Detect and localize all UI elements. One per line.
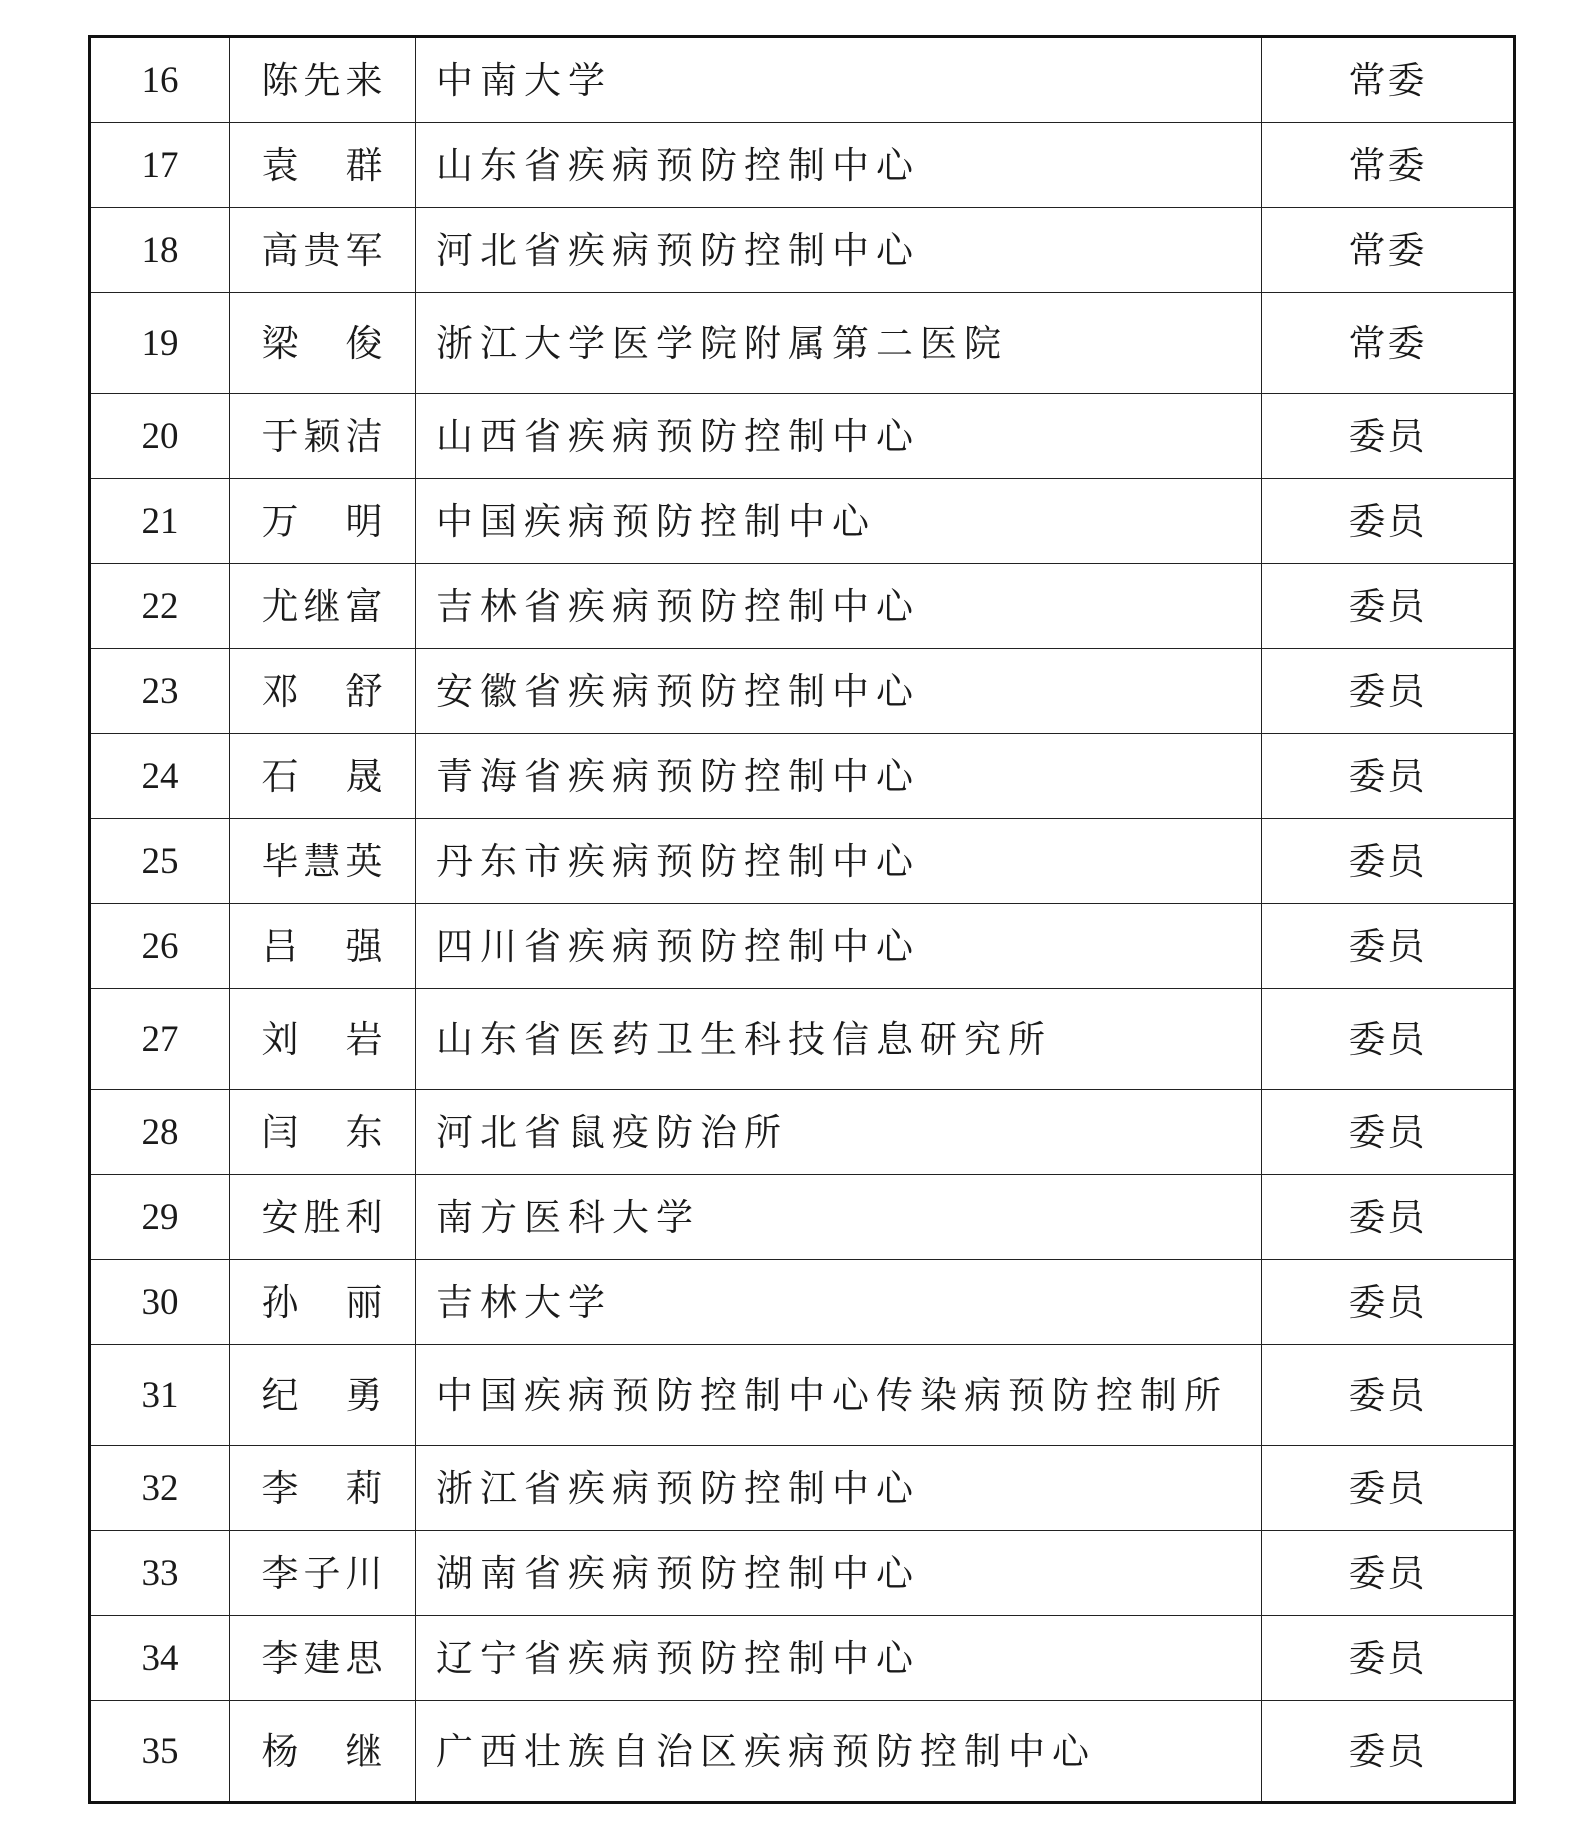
member-name <box>230 208 416 293</box>
member-name-text: 陈先来 <box>261 58 384 102</box>
table-row <box>90 1345 1515 1446</box>
member-name <box>230 1531 416 1616</box>
member-organization: 安徽省疾病预防控制中心 <box>416 649 1262 734</box>
member-name-text: 尤继富 <box>261 584 384 628</box>
table-row <box>90 649 1515 734</box>
member-organization: 浙江省疾病预防控制中心 <box>416 1446 1262 1531</box>
member-name-text: 安胜利 <box>261 1195 384 1239</box>
member-name <box>230 293 416 394</box>
member-name-text: 于颖洁 <box>261 414 384 458</box>
member-name <box>230 564 416 649</box>
table-row <box>90 904 1515 989</box>
row-number: 22 <box>90 564 230 649</box>
table-row <box>90 1446 1515 1531</box>
member-table <box>88 35 1516 1804</box>
member-name-text: 杨 继 <box>261 1729 384 1773</box>
row-number: 34 <box>90 1616 230 1701</box>
row-number: 24 <box>90 734 230 819</box>
member-name-text: 石 晟 <box>261 754 384 798</box>
table-row <box>90 1701 1515 1803</box>
member-name <box>230 819 416 904</box>
member-organization: 河北省鼠疫防治所 <box>416 1090 1262 1175</box>
table-row <box>90 394 1515 479</box>
member-organization: 山东省医药卫生科技信息研究所 <box>416 989 1262 1090</box>
member-name-text: 毕慧英 <box>261 839 384 883</box>
member-organization: 中国疾病预防控制中心传染病预防控制所 <box>416 1345 1262 1446</box>
member-name <box>230 1701 416 1803</box>
table-row <box>90 1260 1515 1345</box>
table-row <box>90 37 1515 123</box>
member-role: 常委 <box>1262 37 1515 123</box>
member-name-text: 吕 强 <box>261 924 384 968</box>
row-number: 32 <box>90 1446 230 1531</box>
member-role: 委员 <box>1262 734 1515 819</box>
member-name-text: 闫 东 <box>261 1110 384 1154</box>
member-organization: 南方医科大学 <box>416 1175 1262 1260</box>
table-row <box>90 1175 1515 1260</box>
member-name <box>230 734 416 819</box>
member-name-text: 袁 群 <box>261 143 384 187</box>
member-name <box>230 904 416 989</box>
row-number: 29 <box>90 1175 230 1260</box>
member-role: 常委 <box>1262 293 1515 394</box>
member-organization: 河北省疾病预防控制中心 <box>416 208 1262 293</box>
member-role: 委员 <box>1262 1531 1515 1616</box>
member-name <box>230 1090 416 1175</box>
member-name <box>230 989 416 1090</box>
table-row <box>90 208 1515 293</box>
member-name <box>230 479 416 564</box>
member-name <box>230 123 416 208</box>
row-number: 16 <box>90 37 230 123</box>
member-role: 委员 <box>1262 819 1515 904</box>
row-number: 28 <box>90 1090 230 1175</box>
row-number: 21 <box>90 479 230 564</box>
member-organization: 湖南省疾病预防控制中心 <box>416 1531 1262 1616</box>
table-row <box>90 123 1515 208</box>
member-name-text: 纪 勇 <box>261 1373 384 1417</box>
table-row <box>90 479 1515 564</box>
member-organization: 中国疾病预防控制中心 <box>416 479 1262 564</box>
row-number: 20 <box>90 394 230 479</box>
member-organization: 辽宁省疾病预防控制中心 <box>416 1616 1262 1701</box>
table-row <box>90 564 1515 649</box>
member-name-text: 邓 舒 <box>261 669 384 713</box>
table-row <box>90 819 1515 904</box>
member-name-text: 孙 丽 <box>261 1280 384 1324</box>
member-organization: 中南大学 <box>416 37 1262 123</box>
member-name <box>230 1345 416 1446</box>
member-name-text: 李子川 <box>261 1551 384 1595</box>
row-number: 31 <box>90 1345 230 1446</box>
member-organization: 青海省疾病预防控制中心 <box>416 734 1262 819</box>
member-name <box>230 649 416 734</box>
table-row <box>90 1531 1515 1616</box>
member-organization: 吉林省疾病预防控制中心 <box>416 564 1262 649</box>
member-organization: 丹东市疾病预防控制中心 <box>416 819 1262 904</box>
row-number: 17 <box>90 123 230 208</box>
table-row <box>90 989 1515 1090</box>
member-name <box>230 1260 416 1345</box>
member-role: 委员 <box>1262 1260 1515 1345</box>
member-name-text: 李 莉 <box>261 1466 384 1510</box>
member-name <box>230 394 416 479</box>
row-number: 27 <box>90 989 230 1090</box>
member-organization: 山东省疾病预防控制中心 <box>416 123 1262 208</box>
member-organization: 广西壮族自治区疾病预防控制中心 <box>416 1701 1262 1803</box>
member-role: 委员 <box>1262 1175 1515 1260</box>
member-name-text: 刘 岩 <box>261 1017 384 1061</box>
member-role: 委员 <box>1262 1616 1515 1701</box>
row-number: 26 <box>90 904 230 989</box>
member-name <box>230 1616 416 1701</box>
roster-page <box>88 35 1513 1804</box>
table-row <box>90 1090 1515 1175</box>
member-role: 委员 <box>1262 1345 1515 1446</box>
row-number: 35 <box>90 1701 230 1803</box>
member-name <box>230 1446 416 1531</box>
row-number: 23 <box>90 649 230 734</box>
member-role: 委员 <box>1262 564 1515 649</box>
member-role: 委员 <box>1262 1701 1515 1803</box>
member-role: 委员 <box>1262 1090 1515 1175</box>
member-name <box>230 37 416 123</box>
row-number: 25 <box>90 819 230 904</box>
member-role: 委员 <box>1262 649 1515 734</box>
member-role: 委员 <box>1262 479 1515 564</box>
row-number: 30 <box>90 1260 230 1345</box>
row-number: 18 <box>90 208 230 293</box>
member-name <box>230 1175 416 1260</box>
member-name-text: 梁 俊 <box>261 321 384 365</box>
member-name-text: 李建思 <box>261 1636 384 1680</box>
member-role: 委员 <box>1262 394 1515 479</box>
member-role: 常委 <box>1262 123 1515 208</box>
table-row <box>90 734 1515 819</box>
table-row <box>90 293 1515 394</box>
table-row <box>90 1616 1515 1701</box>
row-number: 19 <box>90 293 230 394</box>
member-name-text: 万 明 <box>261 499 384 543</box>
member-name-text: 高贵军 <box>261 228 384 272</box>
member-organization: 四川省疾病预防控制中心 <box>416 904 1262 989</box>
member-role: 常委 <box>1262 208 1515 293</box>
member-role: 委员 <box>1262 989 1515 1090</box>
member-organization: 吉林大学 <box>416 1260 1262 1345</box>
member-organization: 山西省疾病预防控制中心 <box>416 394 1262 479</box>
row-number: 33 <box>90 1531 230 1616</box>
member-organization: 浙江大学医学院附属第二医院 <box>416 293 1262 394</box>
member-role: 委员 <box>1262 904 1515 989</box>
member-role: 委员 <box>1262 1446 1515 1531</box>
